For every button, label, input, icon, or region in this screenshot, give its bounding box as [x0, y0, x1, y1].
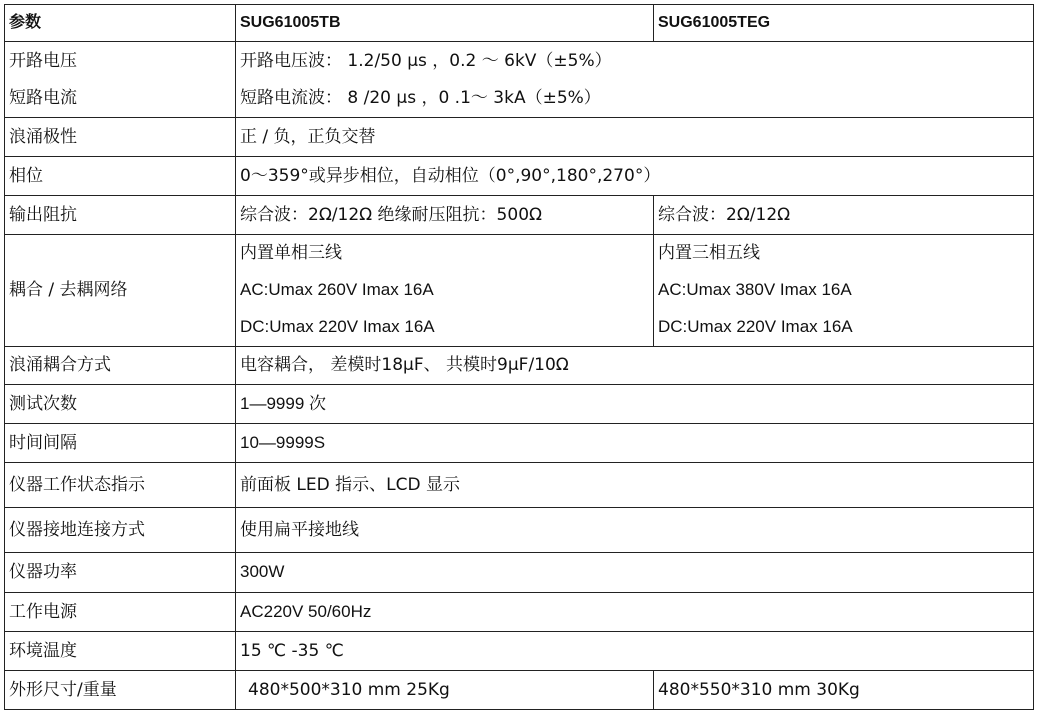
- value-temperature: 15 ℃ -35 ℃: [236, 632, 1034, 671]
- value-interval: 10—9999S: [236, 424, 1034, 463]
- header-param: 参数: [5, 5, 236, 42]
- label-test-count: 测试次数: [5, 385, 236, 424]
- value-short-circuit: 短路电流波： 8 /20 μs ，0 .1～ 3kA（±5%）: [240, 87, 601, 108]
- coupling-tb-line: DC:Umax 220V Imax 16A: [240, 317, 435, 337]
- value-output-impedance-teg: 综合波：2Ω/12Ω: [654, 196, 1034, 235]
- coupling-tb-line: 内置单相三线: [240, 243, 342, 264]
- table-row-polarity: [5, 118, 1034, 157]
- value-grounding: 使用扁平接地线: [236, 508, 1034, 553]
- value-coupling-tb: [236, 235, 654, 347]
- table-row-interval: [5, 424, 1034, 463]
- label-status: 仪器工作状态指示: [5, 463, 236, 508]
- coupling-teg-line: AC:Umax 380V Imax 16A: [658, 280, 852, 300]
- value-test-count: 1—9999 次: [236, 385, 1034, 424]
- label-phase: 相位: [5, 157, 236, 196]
- label-polarity: 浪涌极性: [5, 118, 236, 157]
- table-row-temperature: [5, 632, 1034, 671]
- value-status: 前面板 LED 指示、LCD 显示: [236, 463, 1034, 508]
- coupling-teg-line: 内置三相五线: [658, 243, 760, 264]
- value-dimensions-tb: 480*500*310 mm 25Kg: [236, 671, 654, 710]
- value-power: 300W: [236, 553, 1034, 593]
- value-supply: AC220V 50/60Hz: [236, 593, 1034, 632]
- label-output-impedance: 输出阻抗: [5, 196, 236, 235]
- table-row-coupling-mode: [5, 347, 1034, 385]
- table-row-grounding: [5, 508, 1034, 553]
- value-polarity: 正 / 负，正负交替: [236, 118, 1034, 157]
- spec-table: [4, 4, 1034, 710]
- table-row-status: [5, 463, 1034, 508]
- table-row-dimensions: [5, 671, 1034, 710]
- label-power: 仪器功率: [5, 553, 236, 593]
- label-coupling: 耦合 / 去耦网络: [5, 235, 236, 347]
- table-row-voltage-current: [5, 42, 1034, 118]
- value-dimensions-teg: 480*550*310 mm 30Kg: [654, 671, 1034, 710]
- table-row-output-impedance: [5, 196, 1034, 235]
- header-model-teg: SUG61005TEG: [654, 5, 1034, 42]
- label-temperature: 环境温度: [5, 632, 236, 671]
- value-cell: [236, 42, 1034, 118]
- value-open-circuit: 开路电压波： 1.2/50 μs ，0.2 ～ 6kV（±5%）: [240, 50, 612, 71]
- value-phase: 0～359°或异步相位，自动相位（0°,90°,180°,270°）: [236, 157, 1034, 196]
- label-grounding: 仪器接地连接方式: [5, 508, 236, 553]
- label-cell: [5, 42, 236, 118]
- table-row-coupling: [5, 235, 1034, 347]
- coupling-tb-line: AC:Umax 260V Imax 16A: [240, 280, 434, 300]
- coupling-teg-line: DC:Umax 220V Imax 16A: [658, 317, 853, 337]
- label-coupling-mode: 浪涌耦合方式: [5, 347, 236, 385]
- label-interval: 时间间隔: [5, 424, 236, 463]
- header-model-tb: SUG61005TB: [236, 5, 654, 42]
- table-row-phase: [5, 157, 1034, 196]
- table-row-power: [5, 553, 1034, 593]
- value-output-impedance-tb: 综合波：2Ω/12Ω 绝缘耐压阻抗：500Ω: [236, 196, 654, 235]
- label-short-circuit: 短路电流: [9, 87, 77, 108]
- table-row-test-count: [5, 385, 1034, 424]
- value-coupling-teg: [654, 235, 1034, 347]
- label-dimensions: 外形尺寸/重量: [5, 671, 236, 710]
- table-row-supply: [5, 593, 1034, 632]
- label-open-circuit: 开路电压: [9, 50, 77, 71]
- value-coupling-mode: 电容耦合， 差模时18μF、 共模时9μF/10Ω: [236, 347, 1034, 385]
- label-supply: 工作电源: [5, 593, 236, 632]
- header-row: [5, 5, 1034, 42]
